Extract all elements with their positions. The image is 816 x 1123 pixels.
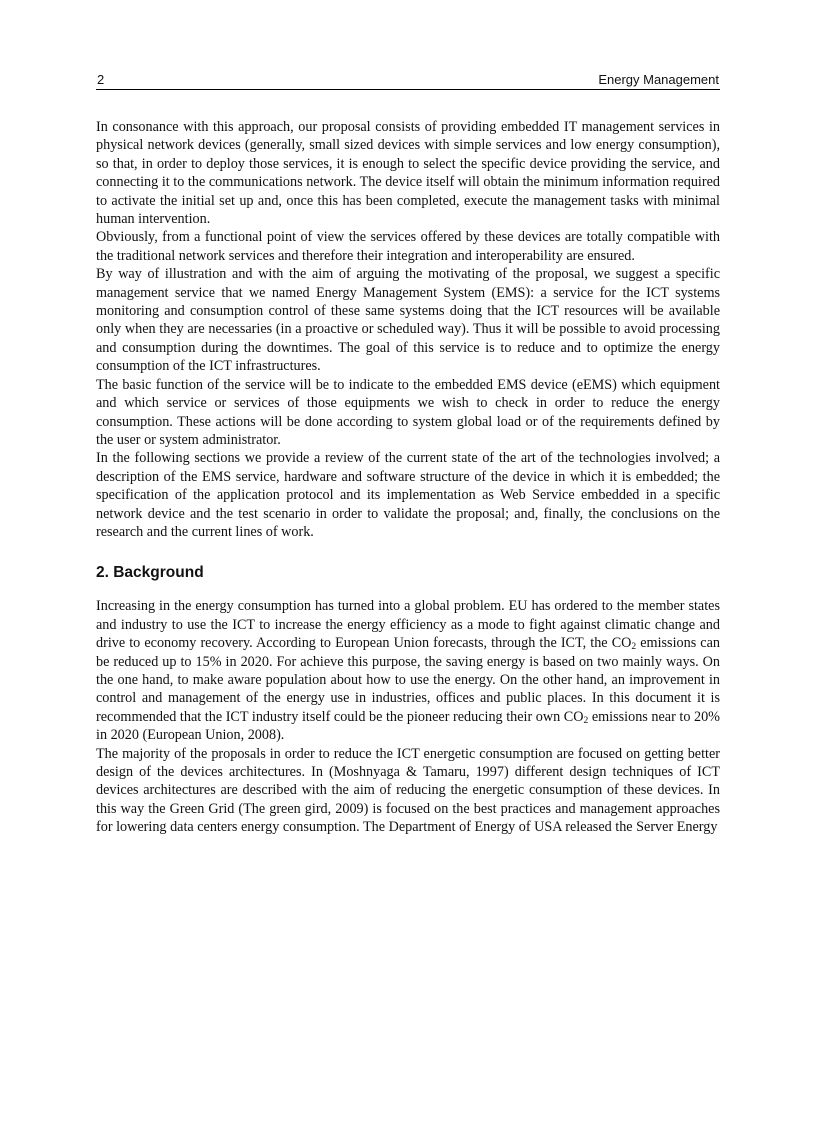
subscript-2: 2 [583,715,589,726]
intro-paragraph-2: Obviously, from a functional point of view the services offered by these devices are totally compatible with the traditional network services and therefore their integration and interoperability are ensured. [96,229,720,264]
section-heading-background: 2. Background [96,564,204,582]
page-number: 2 [97,72,105,87]
intro-paragraph-4: The basic function of the service will be to indicate to the embedded EMS device (eEMS) which equipment and which service or services of those equipments we wish to check in order to reduce the energy consumption. These actions will be done according to system global load or of the requirements defined by the user or system administrator. [96,376,720,448]
background-text-b: emissions can be reduced up to 15% in 2020. For achieve this purpose, the saving energy is based on two mainly ways. On the one hand, to make aware population about how to use the energy. On the other hand, an improvement in control and management of the energy use in industries, offices and public places. In this document it is recommended that the ICT industry itself could be the pioneer reducing their own CO [96,635,720,725]
running-title: Energy Management [598,72,719,87]
background-text-a: Increasing in the energy consumption has turned into a global problem. EU has ordered to the member states and industry to use the ICT to increase the energy efficiency as a mode to fight against climatic change and drive to economy recovery. According to European Union forecasts, through the ICT, the CO [96,598,720,652]
body-text [96,118,720,837]
running-header [96,70,720,90]
background-paragraph-2: The majority of the proposals in order to reduce the ICT energetic consumption are focused on getting better design of the devices architectures. In (Moshnyaga & Tamaru, 1997) different design techniques of ICT devices architectures are described with the aim of reducing the energetic consumption of these devices. In this way the Green Grid (The green gird, 2009) is focused on the best practices and management approaches for lowering data centers energy consumption. The Department of Energy of USA released the Server Energy [96,745,720,836]
background-paragraph-1 [96,597,720,744]
intro-paragraph-1: In consonance with this approach, our proposal consists of providing embedded IT management services in physical network devices (generally, small sized devices with simple services and low energy consumption), so that, in order to deploy those services, it is enough to select the specific device providing the service, and connecting it to the communications network. The device itself will obtain the minimum information required to activate the initial set up and, once this has been completed, execute the management tasks with minimal human intervention. [96,119,720,228]
background-text-c: emissions near to 20% in 2020 (European Union, 2008). [96,708,720,744]
intro-paragraph-3: By way of illustration and with the aim of arguing the motivating of the proposal, we suggest a specific management service that we named Energy Management System (EMS): a service for the ICT systems monitoring and consumption control of these same systems doing that the ICT resources will be available only when they are necessaries (in a proactive or scheduled way). Thus it will be possible to avoid processing and consumption during the downtimes. The goal of this service is to reduce and to optimize the energy consumption of the ICT infrastructures. [96,266,720,375]
subscript-2: 2 [631,642,637,653]
intro-paragraph-5: In the following sections we provide a review of the current state of the art of the technologies involved; a description of the EMS service, hardware and software structure of the device in which it is embedded; the specification of the application protocol and its implementation as Web Service embedded in a specific network device and the test scenario in order to validate the proposal; and, finally, the conclusions on the research and the current lines of work. [96,450,720,540]
